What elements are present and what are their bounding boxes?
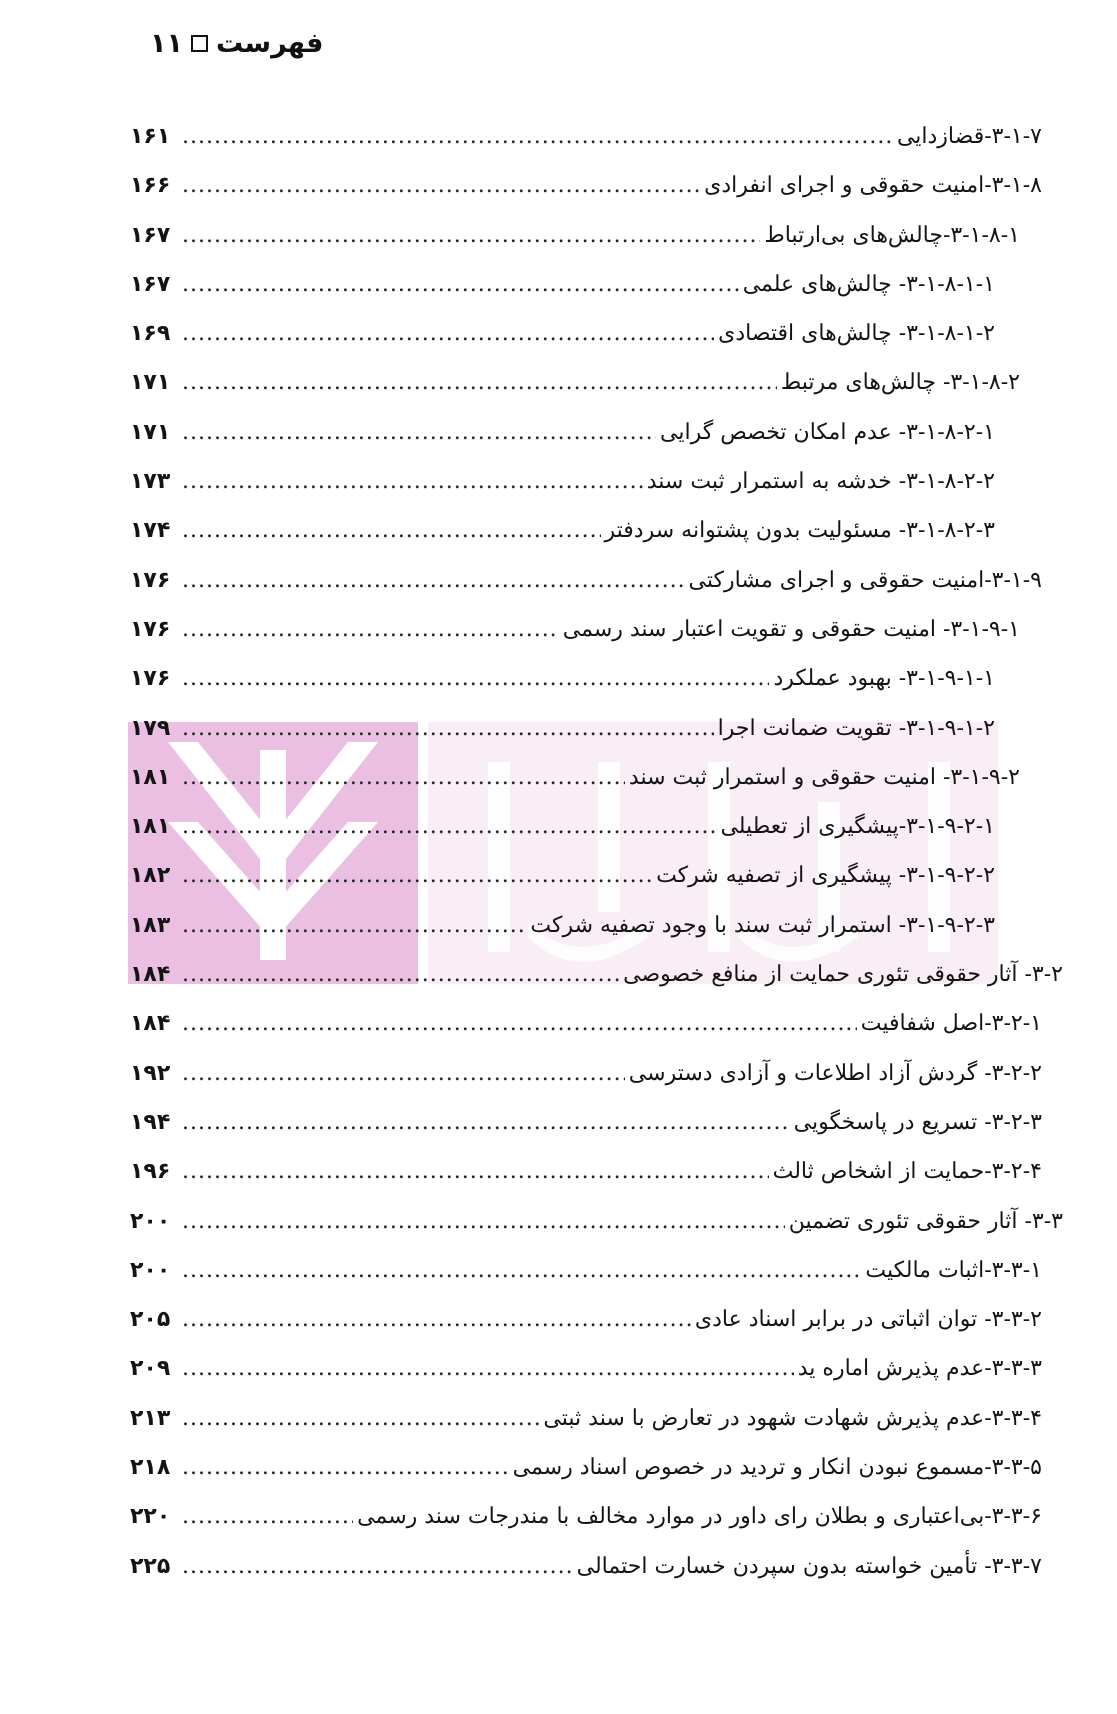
toc-entry-page: ۲۱۳ (130, 1405, 171, 1431)
toc-entry-page: ۱۷۶ (130, 567, 171, 593)
toc-entry-title: ۳-۱-۹-۱-۲- تقویت ضمانت اجرا (717, 715, 995, 741)
toc-entry-line (130, 1159, 1042, 1184)
dot-leader (182, 124, 893, 149)
toc-entry-page: ۱۸۱ (130, 764, 171, 790)
toc-entry-title: ۳-۱-۸-۲-۱- عدم امکان تخصص گرایی (660, 419, 995, 445)
toc-entry-title: ۳-۳-۷- تأمین خواسته بدون سپردن خسارت احتمالی (576, 1553, 1042, 1579)
toc-entry-title: ۳-۳-۵-مسموع نبودن انکار و تردید در خصوص اسناد رسمی (512, 1455, 1042, 1481)
toc-entry-line (130, 1209, 1063, 1234)
toc-entry-line (130, 1554, 1042, 1579)
toc-entry-line (130, 1110, 1042, 1135)
dot-leader (182, 321, 714, 346)
toc-entry-title: ۳-۳-۱-اثبات مالکیت (865, 1257, 1042, 1283)
toc-entry-page: ۱۷۳ (130, 469, 171, 495)
toc-entry-title: ۳-۳- آثار حقوقی تئوری تضمین (788, 1208, 1063, 1234)
toc-entry-page: ۱۶۱ (130, 124, 171, 149)
toc-entry-title: ۳-۱-۹-۲-۱-پیشگیری از تعطیلی (720, 814, 995, 840)
toc-entry (0, 1498, 1117, 1547)
toc-entry-line (130, 1258, 1042, 1283)
dot-leader (182, 223, 760, 248)
toc-entry (0, 414, 1117, 463)
toc-entry-line (130, 1307, 1042, 1332)
toc-entry-title: ۳-۱-۸-۲- چالش‌های مرتبط (780, 370, 1020, 396)
toc-entry-page: ۱۸۳ (130, 912, 171, 938)
toc-entry (0, 710, 1117, 759)
dot-leader (182, 1209, 785, 1234)
toc-entry-title: ۳-۳-۴-عدم پذیرش شهادت شهود در تعارض با سند ثبتی (543, 1405, 1042, 1431)
toc-entry-line (130, 272, 995, 297)
toc-entry (0, 660, 1117, 709)
dot-leader (182, 1455, 509, 1480)
dot-leader (182, 1011, 857, 1036)
toc-entry-title: ۳-۳-۲- توان اثباتی در برابر اسناد عادی (694, 1307, 1042, 1333)
toc-entry (0, 1400, 1117, 1449)
dot-leader (182, 765, 625, 790)
dot-leader (182, 420, 656, 445)
header-page-number: ۱۱ (150, 28, 183, 59)
dot-leader (182, 1061, 625, 1086)
dot-leader (182, 962, 619, 987)
toc-entry (0, 364, 1117, 413)
toc-entry (0, 857, 1117, 906)
toc-entry-title: ۳-۱-۷-قضازدایی (896, 124, 1042, 149)
toc-entry-line (130, 617, 1020, 642)
toc-entry-page: ۱۶۶ (130, 173, 171, 199)
toc-entry-page: ۱۸۴ (130, 962, 171, 988)
toc-entry (0, 217, 1117, 266)
toc-entry-line (130, 962, 1063, 987)
dot-leader (182, 568, 685, 593)
toc-entry (0, 266, 1117, 315)
toc-entry-page: ۲۲۰ (130, 1504, 171, 1530)
dot-leader (182, 1159, 769, 1184)
toc-entry-line (130, 223, 1020, 248)
toc-entry-title: ۳-۳-۳-عدم پذیرش اماره ید (797, 1356, 1042, 1382)
toc-entry-page: ۱۷۱ (130, 419, 171, 445)
toc-entry-title: ۳-۲-۴-حمایت از اشخاص ثالث (772, 1159, 1042, 1185)
toc-entry-title: ۳-۱-۸-۱-چالش‌های بی‌ارتباط (764, 222, 1020, 248)
toc-entry-line (130, 1061, 1042, 1086)
toc-entry (0, 907, 1117, 956)
header-title: فهرست (215, 28, 324, 59)
toc-entry-title: ۳-۱-۸-امنیت حقوقی و اجرای انفرادی (704, 173, 1042, 199)
toc-entry (0, 1104, 1117, 1153)
dot-leader (182, 272, 739, 297)
toc-entry (0, 1252, 1117, 1301)
running-header (150, 28, 323, 59)
square-bullet-icon (191, 35, 208, 52)
toc-entry (0, 808, 1117, 857)
toc-entry-title: ۳-۱-۸-۱-۱- چالش‌های علمی (742, 271, 995, 297)
toc-entry-title: ۳-۲-۱-اصل شفافیت (860, 1011, 1042, 1037)
dot-leader (182, 469, 643, 494)
toc-entry-title: ۳-۲-۳- تسریع در پاسخگویی (793, 1109, 1042, 1135)
toc-entry (0, 1548, 1117, 1597)
toc-entry-page: ۱۶۹ (130, 321, 171, 347)
toc-entry-page: ۲۰۰ (130, 1208, 171, 1234)
toc-entry-page: ۲۱۸ (130, 1455, 171, 1481)
toc-entry-page: ۱۸۲ (130, 863, 171, 889)
toc-entry-page: ۲۲۵ (130, 1553, 171, 1579)
toc-entry-page: ۲۰۹ (130, 1356, 171, 1382)
toc-entry-page: ۱۹۲ (130, 1060, 171, 1086)
toc-entry-title: ۳-۱-۸-۱-۲- چالش‌های اقتصادی (718, 321, 995, 347)
toc-entry-line (130, 863, 995, 888)
toc-entry-page: ۱۸۴ (130, 1011, 171, 1037)
toc-entry-line (130, 469, 995, 494)
toc-entry-line (130, 370, 1020, 395)
toc-entry-line (130, 666, 995, 691)
toc-entry-line (130, 1504, 1042, 1529)
toc-entry-title: ۳-۱-۹-۲-۳- استمرار ثبت سند با وجود تصفیه شرکت (530, 912, 995, 938)
dot-leader (182, 913, 526, 938)
toc-entry (0, 118, 1117, 167)
toc-entry (0, 512, 1117, 561)
dot-leader (182, 617, 559, 642)
toc-entry (0, 562, 1117, 611)
toc-entry-title: ۳-۱-۸-۲-۳- مسئولیت بدون پشتوانه سردفتر (604, 518, 995, 544)
dot-leader (182, 1110, 790, 1135)
toc-entry-line (130, 518, 995, 543)
toc-entry-page: ۱۷۶ (130, 616, 171, 642)
toc-entry-title: ۳-۳-۶-بی‌اعتباری و بطلان رای داور در موارد مخالف با مندرجات سند رسمی (357, 1504, 1042, 1530)
toc-entry-title: ۳-۱-۹-۱- امنیت حقوقی و تقویت اعتبار سند رسمی (562, 616, 1020, 642)
toc-entry (0, 1005, 1117, 1054)
toc-entry-title: ۳-۱-۸-۲-۲- خدشه به استمرار ثبت سند (646, 469, 995, 495)
toc-entry-line (130, 1406, 1042, 1431)
toc-entry-page: ۱۶۷ (130, 222, 171, 248)
toc-entry-page: ۱۹۴ (130, 1109, 171, 1135)
dot-leader (182, 518, 601, 543)
toc-entry-title: ۳-۱-۹-۱-۱- بهبود عملکرد (773, 666, 995, 692)
toc-entry (0, 1153, 1117, 1202)
toc-entry-title: ۳-۲- آثار حقوقی تئوری حمایت از منافع خصوصی (623, 962, 1063, 988)
toc-entry (0, 463, 1117, 512)
toc-entry-line (130, 716, 995, 741)
toc-entry-page: ۱۷۹ (130, 715, 171, 741)
dot-leader (182, 1504, 353, 1529)
dot-leader (182, 814, 716, 839)
toc-entry (0, 611, 1117, 660)
toc-entry-line (130, 321, 995, 346)
dot-leader (182, 1307, 691, 1332)
toc-entry-line (130, 124, 1042, 149)
toc-entry (0, 167, 1117, 216)
toc-entry-line (130, 568, 1042, 593)
toc-entry (0, 315, 1117, 364)
toc-entry (0, 1449, 1117, 1498)
toc-entry-line (130, 1356, 1042, 1381)
toc-entry-title: ۳-۱-۹-۲-۲- پیشگیری از تصفیه شرکت (656, 863, 995, 889)
toc-entry-page: ۱۷۶ (130, 666, 171, 692)
dot-leader (182, 1406, 539, 1431)
toc-entry (0, 1301, 1117, 1350)
toc-entry-line (130, 1011, 1042, 1036)
dot-leader (182, 1554, 573, 1579)
toc-entry (0, 956, 1117, 1005)
dot-leader (182, 370, 777, 395)
toc-entry-page: ۱۶۷ (130, 271, 171, 297)
toc-entry-line (130, 765, 1020, 790)
dot-leader (182, 1356, 794, 1381)
toc-entry-page: ۱۷۱ (130, 370, 171, 396)
toc-entry-line (130, 913, 995, 938)
toc-entry-page: ۲۰۵ (130, 1307, 171, 1333)
dot-leader (182, 863, 652, 888)
dot-leader (182, 173, 700, 198)
toc-entry-page: ۱۸۱ (130, 814, 171, 840)
toc-entry (0, 1203, 1117, 1252)
toc-entry-title: ۳-۱-۹-امنیت حقوقی و اجرای مشارکتی (688, 567, 1042, 593)
toc-entry (0, 1055, 1117, 1104)
toc-entry-line (130, 1455, 1042, 1480)
toc-entry (0, 759, 1117, 808)
dot-leader (182, 716, 714, 741)
toc-entry-page: ۲۰۰ (130, 1257, 171, 1283)
toc-entry-title: ۳-۱-۹-۲- امنیت حقوقی و استمرار ثبت سند (628, 764, 1020, 790)
dot-leader (182, 666, 769, 691)
toc-entry-line (130, 420, 995, 445)
toc-entry (0, 1350, 1117, 1399)
toc-entry-title: ۳-۲-۲- گردش آزاد اطلاعات و آزادی دسترسی (628, 1060, 1042, 1086)
dot-leader (182, 1258, 861, 1283)
toc-entry-page: ۱۹۶ (130, 1159, 171, 1185)
toc-entry-page: ۱۷۴ (130, 518, 171, 544)
toc-entry-line (130, 814, 995, 839)
toc-entry-line (130, 173, 1042, 198)
table-of-contents (0, 118, 1117, 1597)
